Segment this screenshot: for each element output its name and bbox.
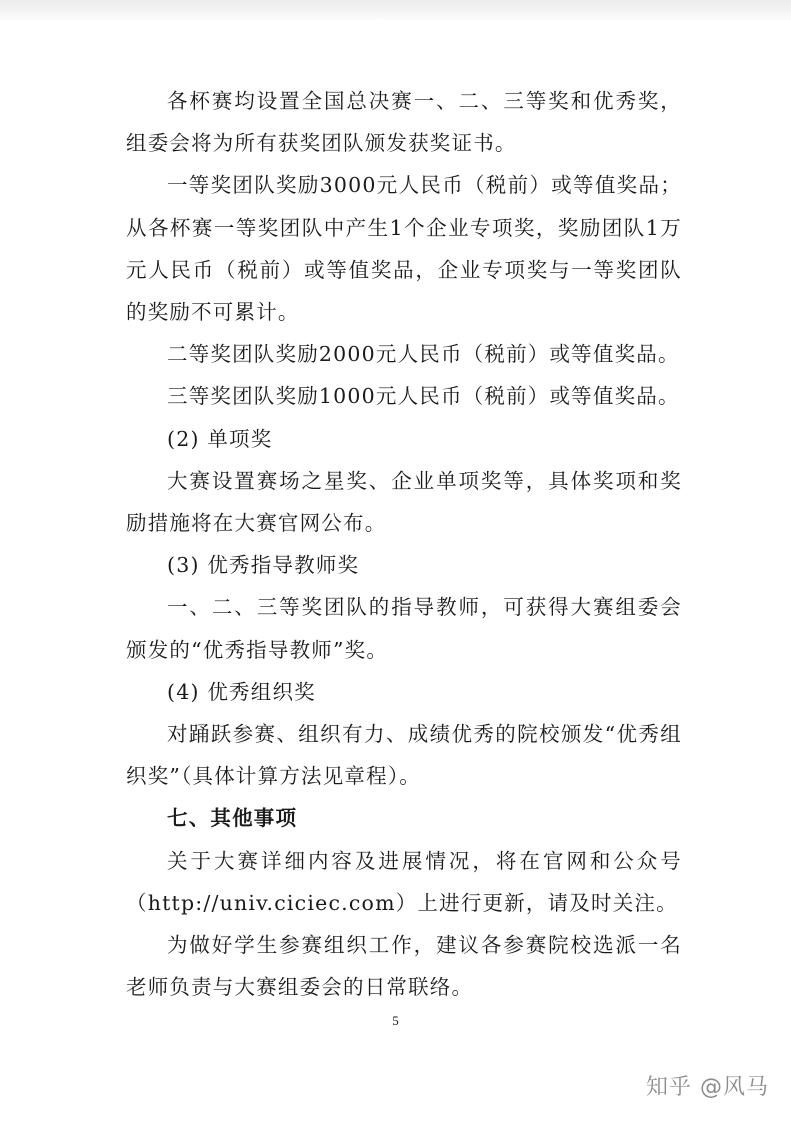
document-body [126, 80, 682, 1008]
paragraph-contact-teacher: 为做好学生参赛组织工作，建议各参赛院校选派一名老师负责与大赛组委会的日常联络。 [126, 933, 682, 1000]
scan-top-edge [0, 0, 791, 22]
paragraph-teacher-award: 一、二、三等奖团队的指导教师，可获得大赛组委会颁发的“优秀指导教师”奖。 [126, 595, 682, 662]
paragraph-second-prize: 二等奖团队奖励2000元人民币（税前）或等值奖品。 [167, 342, 680, 367]
section-heading-other-matters: 七、其他事项 [167, 806, 298, 831]
subheading-teacher-award: (3) 优秀指导教师奖 [167, 553, 360, 578]
paragraph-individual-award: 大赛设置赛场之星奖、企业单项奖等，具体奖项和奖励措施将在大赛官网公布。 [126, 468, 682, 536]
subheading-organization-award: (4) 优秀组织奖 [167, 679, 316, 704]
page-number: 5 [392, 1013, 399, 1028]
paragraph-organization-award: 对踊跃参赛、组织有力、成绩优秀的院校颁发“优秀组织奖”（具体计算方法见章程）。 [126, 722, 682, 789]
paragraph-awards-overview: 各杯赛均设置全国总决赛一、二、三等奖和优秀奖，组委会将为所有获奖团队颁发获奖证书。 [126, 89, 682, 156]
watermark: 知乎 @风马 [646, 1075, 769, 1100]
subheading-individual-award: (2) 单项奖 [167, 426, 273, 451]
paragraph-first-prize: 一等奖团队奖励3000元人民币（税前）或等值奖品；从各杯赛一等奖团队中产生1个企业专项奖，奖励团队1万元人民币（税前）或等值奖品，企业专项奖与一等奖团队的奖励不可累计。 [126, 173, 682, 325]
paragraph-third-prize: 三等奖团队奖励1000元人民币（税前）或等值奖品。 [167, 384, 680, 409]
paragraph-website-info: 关于大赛详细内容及进展情况，将在官网和公众号（http://univ.ciciec.com）上进行更新，请及时关注。 [126, 848, 682, 915]
